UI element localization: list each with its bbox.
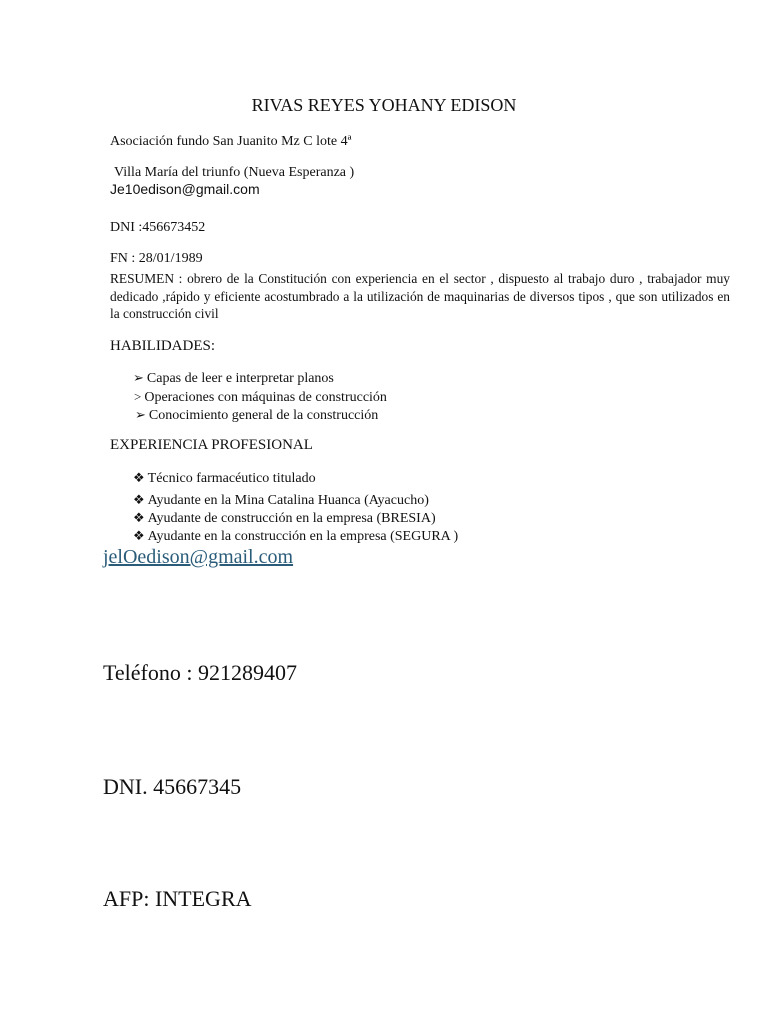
experience-text: Ayudante en la construcción en la empresa (SEGURA ) [147, 529, 459, 544]
experience-text: Ayudante en la Mina Catalina Huanca (Ayacucho) [147, 493, 429, 508]
skills-heading: HABILIDADES: [110, 338, 215, 354]
email-link[interactable]: jelOedison@gmail.com [103, 546, 294, 568]
skill-item [135, 407, 378, 424]
skill-text: Conocimiento general de la construcción [148, 408, 379, 423]
experience-item [133, 492, 429, 509]
skill-item [134, 389, 387, 406]
diamond-bullet-icon: ❖ [133, 528, 145, 543]
dni-top: DNI :456673452 [110, 220, 206, 235]
cv-name: RIVAS REYES YOHANY EDISON [251, 95, 517, 115]
afp: AFP: INTEGRA [103, 886, 252, 911]
experience-text: Ayudante de construcción en la empresa (BRESIA) [147, 511, 436, 526]
experience-heading: EXPERIENCIA PROFESIONAL [110, 437, 313, 453]
email-top: Je10edison@gmail.com [110, 181, 260, 197]
arrow-bullet-icon: ➢ [135, 407, 146, 422]
diamond-bullet-icon: ❖ [133, 470, 145, 485]
skill-item [133, 370, 334, 387]
greater-than-bullet-icon: > [134, 389, 142, 404]
skill-text: Capas de leer e interpretar planos [146, 371, 334, 386]
dni-bottom: DNI. 45667345 [103, 774, 242, 799]
address-line-2: Villa María del triunfo (Nueva Esperanza ) [114, 165, 355, 180]
experience-item [133, 470, 316, 487]
experience-text: Técnico farmacéutico titulado [147, 471, 316, 486]
phone-number: Teléfono : 921289407 [103, 660, 297, 685]
diamond-bullet-icon: ❖ [133, 492, 145, 507]
summary-paragraph: RESUMEN : obrero de la Constitución con experiencia en el sector , dispuesto al trabajo duro , trabajador muy dedicado ,rápido y eficiente acostumbrado a la utilización de maquinarias de diversos tipos , que son utilizados en la construcción civil [110, 271, 730, 321]
address-line-1: Asociación fundo San Juanito Mz C lote 4ª [110, 134, 352, 149]
experience-item [133, 510, 436, 527]
skill-text: Operaciones con máquinas de construcción [144, 390, 387, 405]
arrow-bullet-icon: ➢ [133, 370, 144, 385]
birth-date: FN : 28/01/1989 [110, 251, 203, 266]
experience-item [133, 528, 458, 545]
diamond-bullet-icon: ❖ [133, 510, 145, 525]
